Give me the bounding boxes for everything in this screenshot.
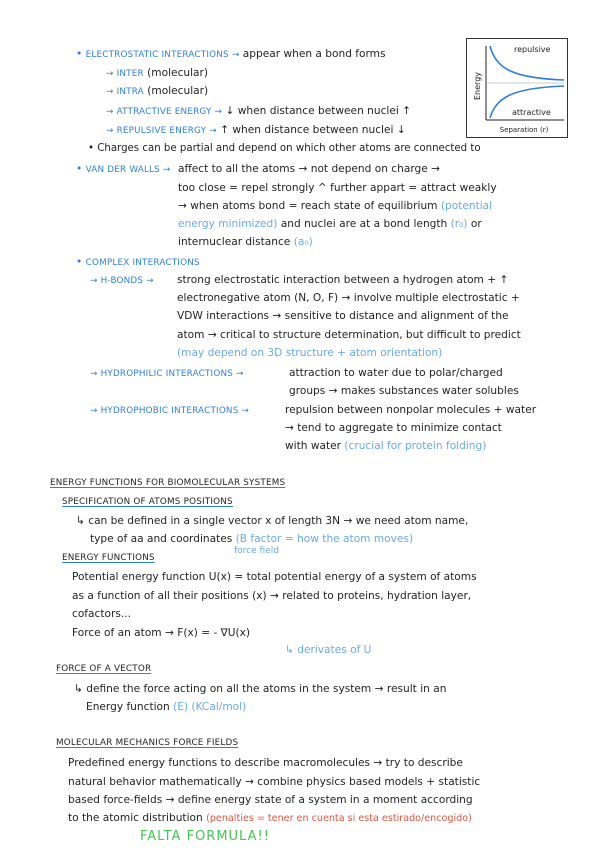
mm-line3: based force-fields → define energy state of a system in a moment according xyxy=(68,794,473,806)
vdw-line5 xyxy=(178,235,313,249)
vdw-line4-end: or xyxy=(470,218,482,230)
hydrophobic-line1: repulsion between nonpolar molecules + water xyxy=(285,404,537,416)
repulsive-label: → REPULSIVE ENERGY → xyxy=(106,126,217,136)
fv-line2-note: (E) (KCal/mol) xyxy=(173,701,247,713)
spec-line1: ↳ can be defined in a single vector x of length 3N → we need atom name, xyxy=(76,515,469,527)
hydrophilic-line2: groups → makes substances water solubles xyxy=(289,385,519,397)
force-field-note: force field xyxy=(234,546,279,556)
complex-row xyxy=(76,255,200,270)
bullet-dot: • xyxy=(76,48,83,60)
inter-label: → INTER xyxy=(106,69,144,79)
mm-line4 xyxy=(68,811,472,826)
vdw-label: VAN DER WALLS → xyxy=(85,165,171,175)
hbonds-line4: atom → critical to structure determination, but difficult to predict xyxy=(177,329,521,341)
graph-y-label: Energy xyxy=(473,71,482,101)
vdw-row xyxy=(76,162,171,177)
bullet-dot: • xyxy=(76,163,83,175)
attractive-row xyxy=(106,104,411,119)
complex-label: COMPLEX INTERACTIONS xyxy=(85,258,200,268)
mm-line4-text: to the atomic distribution xyxy=(68,812,203,824)
hbonds-label: → H-BONDS → xyxy=(90,276,154,286)
mm-heading: MOLECULAR MECHANICS FORCE FIELDS xyxy=(56,738,239,748)
hydrophilic-label: → HYDROPHILIC INTERACTIONS → xyxy=(90,369,244,379)
derivates-note: ↳ derivates of U xyxy=(285,644,372,656)
energy-separation-graph xyxy=(466,38,568,138)
ef-line1: Potential energy function U(x) = total potential energy of a system of atoms xyxy=(72,571,477,583)
vdw-line4-text: and nuclei are at a bond length xyxy=(280,218,448,230)
attractive-label: → ATTRACTIVE ENERGY → xyxy=(106,107,223,117)
fv-line2-text: Energy function xyxy=(86,701,170,713)
hbonds-line2: electronegative atom (N, O, F) → involve multiple electrostatic + xyxy=(177,292,520,304)
inter-row xyxy=(106,66,208,81)
ef-heading: ENERGY FUNCTIONS xyxy=(62,553,155,563)
hydrophilic-label-row xyxy=(90,366,244,381)
ef-line2: as a function of all their positions (x) → related to proteins, hydration layer, xyxy=(72,590,472,602)
electrostatic-text: appear when a bond forms xyxy=(242,48,386,60)
hydrophobic-line3-note: (crucial for protein folding) xyxy=(344,440,487,452)
electrostatic-label: ELECTROSTATIC INTERACTIONS → xyxy=(85,50,240,60)
fv-line2 xyxy=(86,700,246,714)
mm-line2: natural behavior mathematically → combine physics based models + statistic xyxy=(68,776,481,788)
graph-attractive-label: attractive xyxy=(512,108,551,117)
ef-line3: cofactors... xyxy=(72,608,131,620)
internuclear-symbol: (a₀) xyxy=(293,236,313,248)
charges-note: • Charges can be partial and depend on which other atoms are connected to xyxy=(88,143,481,154)
intra-text: (molecular) xyxy=(147,85,209,97)
hydrophobic-label: → HYDROPHOBIC INTERACTIONS → xyxy=(90,406,250,416)
bond-length-symbol: (r₀) xyxy=(450,218,468,230)
repulsive-row xyxy=(106,123,406,138)
hbonds-line5: (may depend on 3D structure + atom orientation) xyxy=(177,347,443,359)
fv-line1: ↳ define the force acting on all the atoms in the system → result in an xyxy=(74,683,447,695)
hydrophobic-line2: → tend to aggregate to minimize contact xyxy=(285,422,502,434)
ef-line4: Force of an atom → F(x) = - ∇U(x) xyxy=(72,627,251,639)
hbonds-line1: strong electrostatic interaction between a hydrogen atom + ↑ xyxy=(177,274,509,286)
fv-heading: FORCE OF A VECTOR xyxy=(56,664,152,674)
vdw-line4 xyxy=(178,217,482,231)
attractive-text: ↓ when distance between nuclei ↑ xyxy=(225,105,412,117)
vdw-line3 xyxy=(178,199,492,213)
hydrophilic-line1: attraction to water due to polar/charged xyxy=(289,367,503,379)
hydrophobic-line3 xyxy=(285,439,486,453)
mm-line1: Predefined energy functions to describe macromolecules → try to describe xyxy=(68,757,463,769)
vdw-line3-note: (potential xyxy=(440,200,493,212)
intra-row xyxy=(106,84,208,99)
vdw-line4-note: energy minimized) xyxy=(178,218,278,230)
inter-text: (molecular) xyxy=(147,67,209,79)
spec-line2-text: type of aa and coordinates xyxy=(90,533,233,545)
vdw-line5-text: internuclear distance xyxy=(178,236,291,248)
mm-line4-note: (penalties = tener en cuenta si esta estirado/encogido) xyxy=(206,813,472,824)
spec-line2-note: (B factor = how the atom moves) xyxy=(235,533,414,545)
vdw-line3-text: → when atoms bond = reach state of equilibrium xyxy=(178,200,438,212)
hbonds-label-row xyxy=(90,273,154,288)
electrostatic-row xyxy=(76,47,386,62)
spec-heading: SPECIFICATION OF ATOMS POSITIONS xyxy=(62,497,233,507)
hbonds-line3: VDW interactions → sensitive to distance and alignment of the xyxy=(177,310,509,322)
bullet-dot: • xyxy=(76,256,83,268)
vdw-line1: affect to all the atoms → not depend on charge → xyxy=(178,163,440,175)
energy-functions-heading: ENERGY FUNCTIONS FOR BIOMOLECULAR SYSTEMS xyxy=(50,478,286,488)
graph-x-label: Separation (r) xyxy=(499,126,549,134)
falta-formula-note: FALTA FORMULA!! xyxy=(140,829,270,844)
intra-label: → INTRA xyxy=(106,87,144,97)
hydrophobic-line3-text: with water xyxy=(285,440,342,452)
spec-line2 xyxy=(90,532,413,546)
repulsive-text: ↑ when distance between nuclei ↓ xyxy=(220,124,406,136)
graph-repulsive-label: repulsive xyxy=(514,45,551,54)
hydrophobic-label-row xyxy=(90,403,249,418)
vdw-line2: too close = repel strongly ^ further appart = attract weakly xyxy=(178,182,497,194)
